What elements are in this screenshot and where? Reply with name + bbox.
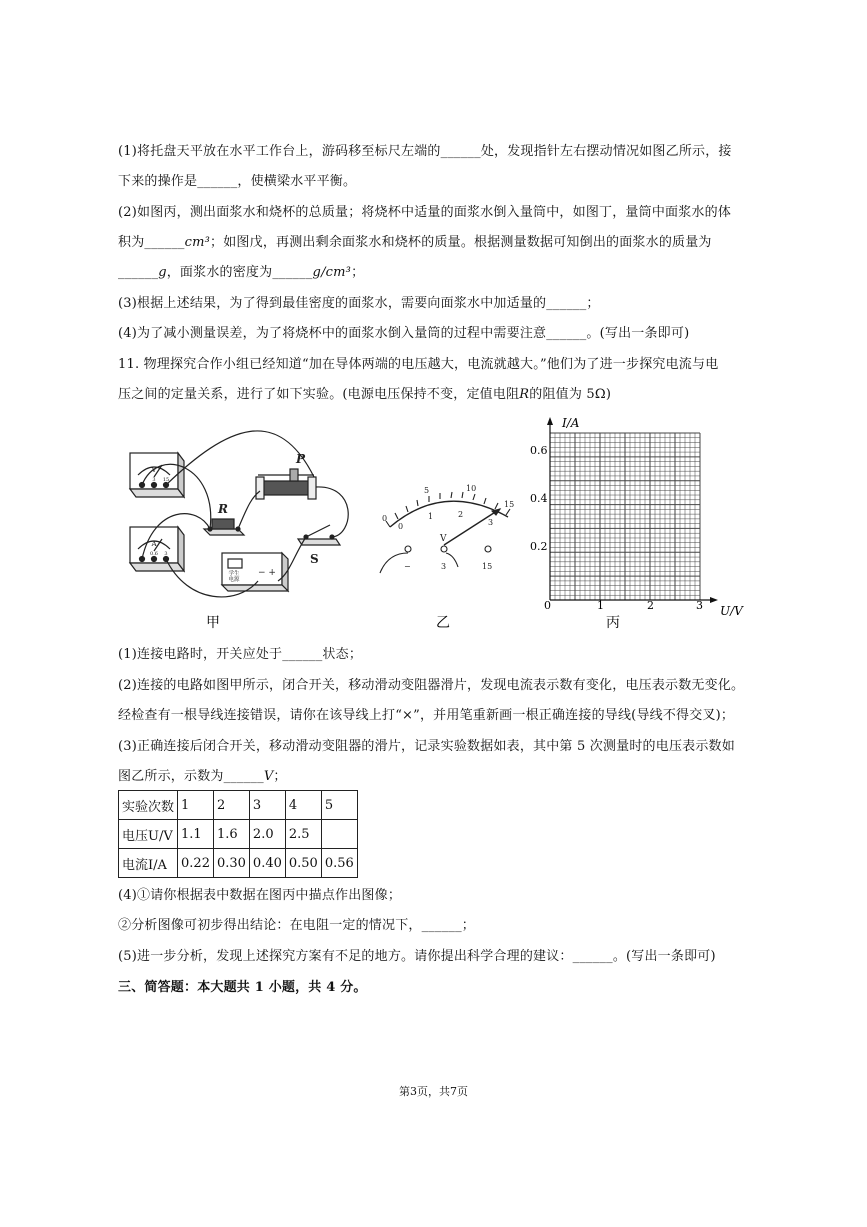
text-line: (3)根据上述结果，为了得到最佳密度的面浆水，需要向面浆水中加适量的______； — [118, 296, 600, 311]
table-cell: 4 — [285, 791, 321, 820]
text-span: ； — [273, 769, 287, 784]
text-line: (1)连接电路时，开关应处于______状态； — [118, 647, 363, 662]
outer-tick: 5 — [424, 486, 430, 495]
meter-unit: V — [440, 534, 447, 544]
table-cell: 0.30 — [213, 849, 249, 878]
text-line: (2)连接的电路如图甲所示，闭合开关，移动滑动变阻器滑片，发现电流表示数有变化，电压表示数无变化。 — [118, 678, 745, 693]
figure-label-yi: 乙 — [436, 615, 450, 631]
section-heading: 三、简答题：本大题共 1 小题，共 4 分。 — [118, 980, 367, 995]
variable-r: R — [519, 387, 530, 402]
question-11: 11. 物理探究合作小组已经知道“加在导体两端的电压越大，电流就越大。”他们为了进一步探究电流与电 — [118, 357, 719, 372]
circuit-diagram — [130, 431, 348, 597]
x-tick: 3 — [696, 599, 703, 612]
x-tick: 2 — [647, 599, 654, 612]
source-label: 学生 — [228, 571, 240, 577]
slider-label: P — [296, 452, 306, 466]
meter-scale-labels — [382, 484, 514, 571]
inner-tick: 1 — [428, 512, 434, 521]
source-label: 电源 — [228, 577, 240, 583]
text-span: 压之间的定量关系，进行了如下实验。(电源电压保持不变，定值电阻 — [118, 387, 520, 402]
text-line — [118, 386, 758, 404]
terminal-label: 3 — [441, 562, 447, 571]
text-span: ；如图戊，再测出剩余面浆水和烧杯的质量。根据测量数据可知倒出的面浆水的质量为 — [210, 235, 712, 250]
text-line: 下来的操作是______，使横梁水平平衡。 — [118, 174, 357, 189]
inner-tick: 0 — [398, 522, 404, 531]
y-tick: 0.4 — [530, 492, 548, 505]
text-line: ②分析图像可初步得出结论：在电阻一定的情况下，______； — [118, 918, 476, 933]
table-cell: 2.0 — [249, 820, 285, 849]
terminal-label: − — [404, 562, 411, 571]
unit: g/cm³ — [312, 265, 352, 280]
page-footer: 第3页，共7页 — [399, 1085, 468, 1098]
table-cell: 0.40 — [249, 849, 285, 878]
ammeter-symbol: A — [151, 540, 157, 548]
y-axis-label: I/A — [562, 416, 580, 430]
text-line: (5)进一步分析，发现上述探究方案有不足的地方。请你提出科学合理的建议：______。(写出一条即可) — [118, 949, 716, 964]
unit: cm³ — [184, 235, 211, 250]
x-axis-label: U/V — [720, 604, 743, 618]
text-span: ； — [351, 265, 365, 280]
resistor-label: R — [218, 502, 228, 516]
experiment-figures — [118, 405, 758, 645]
row-header: 电压U/V — [119, 820, 178, 849]
inner-tick: 2 — [458, 510, 464, 519]
row-header: 实验次数 — [119, 791, 178, 820]
text-line: (2)如图丙，测出面浆水和烧杯的总质量；将烧杯中适量的面浆水倒入量筒中，如图丁，量筒中面浆水的体 — [118, 205, 732, 220]
table-cell: 1 — [178, 791, 214, 820]
table-cell: 0.50 — [285, 849, 321, 878]
voltmeter-symbol: V — [151, 466, 157, 474]
source-terminals: − + — [258, 568, 276, 578]
table-cell: 1.6 — [213, 820, 249, 849]
row-header: 电流I/A — [119, 849, 178, 878]
x-tick: 1 — [597, 599, 604, 612]
text-span: ______ — [118, 265, 159, 280]
text-span: 的阻值为 5Ω) — [529, 387, 612, 402]
table-row — [119, 820, 358, 849]
voltmeter-dial — [380, 492, 510, 573]
unit: g — [158, 265, 167, 280]
figure-label-jia: 甲 — [206, 615, 220, 631]
table-cell: 2.5 — [285, 820, 321, 849]
y-tick: 0.6 — [530, 444, 548, 457]
voltmeter-tick: 15 — [162, 477, 170, 483]
ammeter-icon — [130, 527, 184, 571]
voltmeter-tick: 3 — [152, 477, 156, 483]
inner-tick: 3 — [488, 518, 494, 527]
table-cell: 1.1 — [178, 820, 214, 849]
text-line: (3)正确连接后闭合开关，移动滑动变阻器的滑片，记录实验数据如表，其中第 5 次测量时的电压表示数如 — [118, 739, 735, 754]
table-cell: 3 — [249, 791, 285, 820]
unit: V — [263, 769, 274, 784]
text-span: 积为______ — [118, 235, 185, 250]
table-cell — [321, 820, 357, 849]
y-tick: 0.2 — [530, 540, 548, 553]
switch-label: S — [310, 552, 319, 566]
table-row — [119, 791, 358, 820]
outer-tick: 10 — [466, 484, 477, 493]
table-cell: 0.56 — [321, 849, 357, 878]
rheostat-icon — [256, 452, 316, 499]
text-line — [118, 234, 758, 252]
iu-graph — [530, 416, 744, 618]
text-line: (1)将托盘天平放在水平工作台上，游码移至标尺左端的______处，发现指针左右摆动情况如图乙所示，接 — [118, 144, 732, 159]
table-cell: 0.22 — [178, 849, 214, 878]
table-row — [119, 849, 358, 878]
outer-tick: 0 — [382, 514, 388, 523]
text-line: 经检查有一根导线连接错误，请你在该导线上打“×”，并用笔重新画一根正确连接的导线(导线不得交叉)； — [118, 708, 735, 723]
data-table — [118, 790, 358, 878]
ammeter-tick: 3 — [164, 551, 168, 557]
outer-tick: 15 — [504, 500, 515, 509]
text-line — [118, 768, 758, 786]
text-line — [118, 264, 758, 282]
text-span: ，面浆水的密度为______ — [166, 265, 313, 280]
table-cell: 2 — [213, 791, 249, 820]
switch-icon — [298, 525, 340, 566]
x-tick: 0 — [544, 599, 551, 612]
ammeter-tick: 0.6 — [150, 551, 158, 557]
text-line: (4)为了减小测量误差，为了将烧杯中的面浆水倒入量筒的过程中需要注意______。(写出一条即可) — [118, 326, 690, 341]
terminal-label: 15 — [482, 562, 493, 571]
figure-label-bing: 丙 — [606, 615, 620, 631]
text-span: 图乙所示，示数为______ — [118, 769, 264, 784]
table-cell: 5 — [321, 791, 357, 820]
power-source-icon — [222, 553, 288, 591]
text-line: (4)①请你根据表中数据在图丙中描点作出图像； — [118, 888, 402, 903]
